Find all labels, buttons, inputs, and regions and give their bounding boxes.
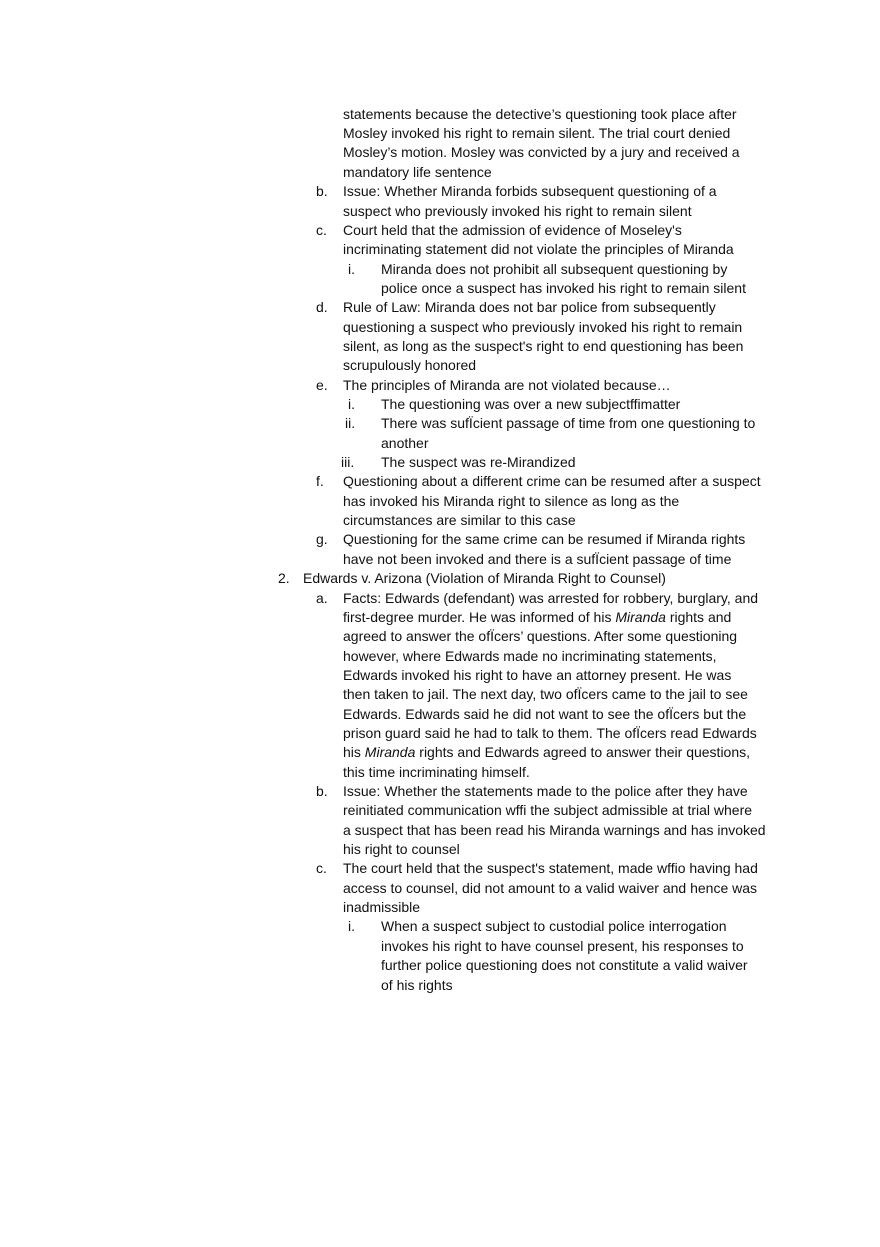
body-line: There was sufÏcient passage of time from one questioning to: [381, 415, 756, 431]
list-marker: i.: [348, 396, 355, 412]
body-line: reinitiated communication wffi the subject admissible at trial where: [343, 802, 753, 818]
body-line: Issue: Whether the statements made to the police after they have: [343, 783, 748, 799]
body-line: inadmissible: [343, 899, 421, 915]
body-line: agreed to answer the ofÏcers’ questions. After some questioning: [343, 628, 738, 644]
body-line: Miranda does not prohibit all subsequent questioning by: [381, 261, 728, 277]
body-line: The court held that the suspect's statement, made wffio having had: [343, 860, 758, 876]
body-line: Mosley’s motion. Mosley was convicted by a jury and received a: [343, 144, 740, 160]
body-line: The questioning was over a new subjectffimatter: [381, 396, 681, 412]
body-line: Edwards invoked his right to have an attorney present. He was: [343, 667, 732, 683]
body-line: circumstances are similar to this case: [343, 512, 576, 528]
body-line: access to counsel, did not amount to a valid waiver and hence was: [343, 880, 758, 896]
body-line: Edwards. Edwards said he did not want to see the ofÏcers but the: [343, 706, 747, 722]
body-line: prison guard said he had to talk to them. The ofÏcers read Edwards: [343, 725, 757, 741]
body-line: The principles of Miranda are not violated because…: [343, 377, 671, 393]
body-line: statements because the detective’s questioning took place after: [343, 106, 737, 122]
body-line: have not been invoked and there is a sufÏcient passage of time: [343, 551, 732, 567]
body-line: another: [381, 435, 429, 451]
body-line: then taken to jail. The next day, two ofÏcers came to the jail to see: [343, 686, 748, 702]
list-marker: 2.: [278, 570, 290, 586]
list-marker: d.: [316, 299, 328, 315]
body-line: When a suspect subject to custodial police interrogation: [381, 918, 727, 934]
body-line: his Miranda rights and Edwards agreed to answer their questions,: [343, 744, 751, 760]
body-line: invokes his right to have counsel present, his responses to: [381, 938, 744, 954]
body-line: incriminating statement did not violate the principles of Miranda: [343, 241, 734, 257]
body-line: questioning a suspect who previously invoked his right to remain: [343, 319, 743, 335]
body-line: Issue: Whether Miranda forbids subsequent questioning of a: [343, 183, 717, 199]
body-line: this time incriminating himself.: [343, 764, 530, 780]
body-line: his right to counsel: [343, 841, 460, 857]
body-line: The suspect was re-Mirandized: [381, 454, 576, 470]
body-line: silent, as long as the suspect's right to end questioning has been: [343, 338, 744, 354]
section-heading: Edwards v. Arizona (Violation of Miranda Right to Counsel): [303, 570, 666, 586]
body-line: police once a suspect has invoked his right to remain silent: [381, 280, 746, 296]
body-line: Questioning for the same crime can be resumed if Miranda rights: [343, 531, 746, 547]
body-line: a suspect that has been read his Miranda warnings and has invoked: [343, 822, 766, 838]
body-line: first-degree murder. He was informed of his Miranda rights and: [343, 609, 732, 625]
list-marker: f.: [316, 473, 324, 489]
list-marker: i.: [348, 918, 355, 934]
list-marker: c.: [316, 222, 327, 238]
list-marker: a.: [316, 590, 328, 606]
body-line: Facts: Edwards (defendant) was arrested for robbery, burglary, and: [343, 590, 759, 606]
body-line: suspect who previously invoked his right to remain silent: [343, 203, 692, 219]
list-marker: i.: [348, 261, 355, 277]
list-marker: ii.: [345, 415, 356, 431]
body-line: Mosley invoked his right to remain silent. The trial court denied: [343, 125, 731, 141]
list-marker: b.: [316, 183, 328, 199]
list-marker: iii.: [341, 454, 355, 470]
body-line: Court held that the admission of evidence of Moseley's: [343, 222, 682, 238]
list-marker: g.: [316, 531, 328, 547]
list-marker: c.: [316, 860, 327, 876]
body-line: however, where Edwards made no incriminating statements,: [343, 648, 717, 664]
body-line: of his rights: [381, 977, 453, 993]
body-line: Rule of Law: Miranda does not bar police from subsequently: [343, 299, 716, 315]
body-line: mandatory life sentence: [343, 164, 492, 180]
body-line: has invoked his Miranda right to silence as long as the: [343, 493, 680, 509]
body-line: Questioning about a different crime can be resumed after a suspect: [343, 473, 761, 489]
list-marker: e.: [316, 377, 328, 393]
list-marker: b.: [316, 783, 328, 799]
body-line: scrupulously honored: [343, 357, 477, 373]
body-line: further police questioning does not constitute a valid waiver: [381, 957, 748, 973]
